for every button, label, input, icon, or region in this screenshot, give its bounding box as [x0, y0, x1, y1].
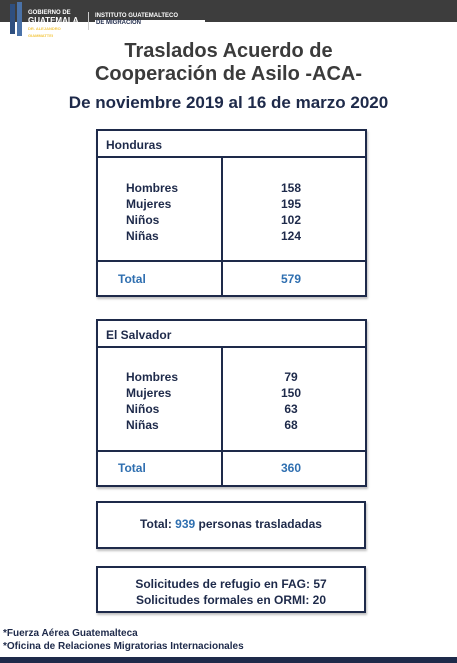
el-salvador-table — [96, 319, 367, 487]
total-value: 579 — [280, 272, 302, 286]
title-line-1: Traslados Acuerdo de — [124, 40, 333, 62]
honduras-header: Honduras — [98, 131, 365, 158]
row-value-hombres: 158 — [280, 181, 302, 195]
title-line-2: Cooperación de Asilo -ACA- — [94, 63, 363, 85]
footnote-fag: *Fuerza Aérea Guatemalteca — [3, 628, 138, 639]
institute-line2: DE MIGRACIÓN — [95, 20, 205, 27]
footer-bar — [0, 657, 457, 663]
row-label-hombres: Hombres — [126, 370, 179, 384]
institute-line1: INSTITUTO GUATEMALTECO — [95, 13, 178, 19]
el-salvador-header: El Salvador — [98, 321, 365, 348]
total-persons-box — [96, 501, 366, 549]
row-label-hombres: Hombres — [126, 181, 179, 195]
row-label-ninas: Niñas — [126, 418, 159, 432]
column-divider — [221, 156, 223, 295]
row-label-ninas: Niñas — [126, 229, 159, 243]
summary-number: 939 — [175, 517, 196, 531]
date-range-subtitle: De noviembre 2019 al 16 de marzo 2020 — [68, 93, 389, 112]
logo-line3: DR. ALEJANDRO GIAMMATTEI — [28, 26, 61, 38]
summary-prefix: Total: — [140, 517, 172, 531]
government-name — [28, 10, 84, 39]
total-label: Total — [118, 461, 146, 475]
row-label-mujeres: Mujeres — [126, 386, 172, 400]
row-value-ninos: 63 — [284, 402, 298, 416]
row-value-hombres: 79 — [284, 370, 298, 384]
requests-line-ormi: Solicitudes formales en ORMI: 20 — [135, 593, 327, 607]
flag-stripes-icon — [10, 4, 22, 36]
row-label-mujeres: Mujeres — [126, 197, 172, 211]
total-divider — [98, 450, 365, 452]
total-label: Total — [118, 272, 146, 286]
logo-divider — [88, 12, 89, 30]
footnote-ormi: *Oficina de Relaciones Migratorias Internacionales — [3, 641, 244, 652]
row-label-ninos: Niños — [126, 402, 160, 416]
honduras-table — [96, 129, 367, 297]
logo-line1: GOBIERNO DE — [28, 10, 71, 16]
row-value-ninas: 124 — [280, 229, 302, 243]
row-label-ninos: Niños — [126, 213, 160, 227]
asylum-requests-box — [96, 566, 366, 613]
row-value-ninas: 68 — [284, 418, 298, 432]
row-value-mujeres: 195 — [280, 197, 302, 211]
institute-name — [95, 13, 205, 27]
row-value-ninos: 102 — [280, 213, 302, 227]
row-value-mujeres: 150 — [280, 386, 302, 400]
logo-line2: GUATEMALA — [28, 16, 79, 25]
total-value: 360 — [280, 461, 302, 475]
summary-suffix: personas trasladadas — [198, 517, 322, 531]
requests-line-fag: Solicitudes de refugio en FAG: 57 — [135, 577, 327, 591]
column-divider — [221, 346, 223, 485]
government-logo — [10, 4, 205, 40]
total-divider — [98, 260, 365, 262]
